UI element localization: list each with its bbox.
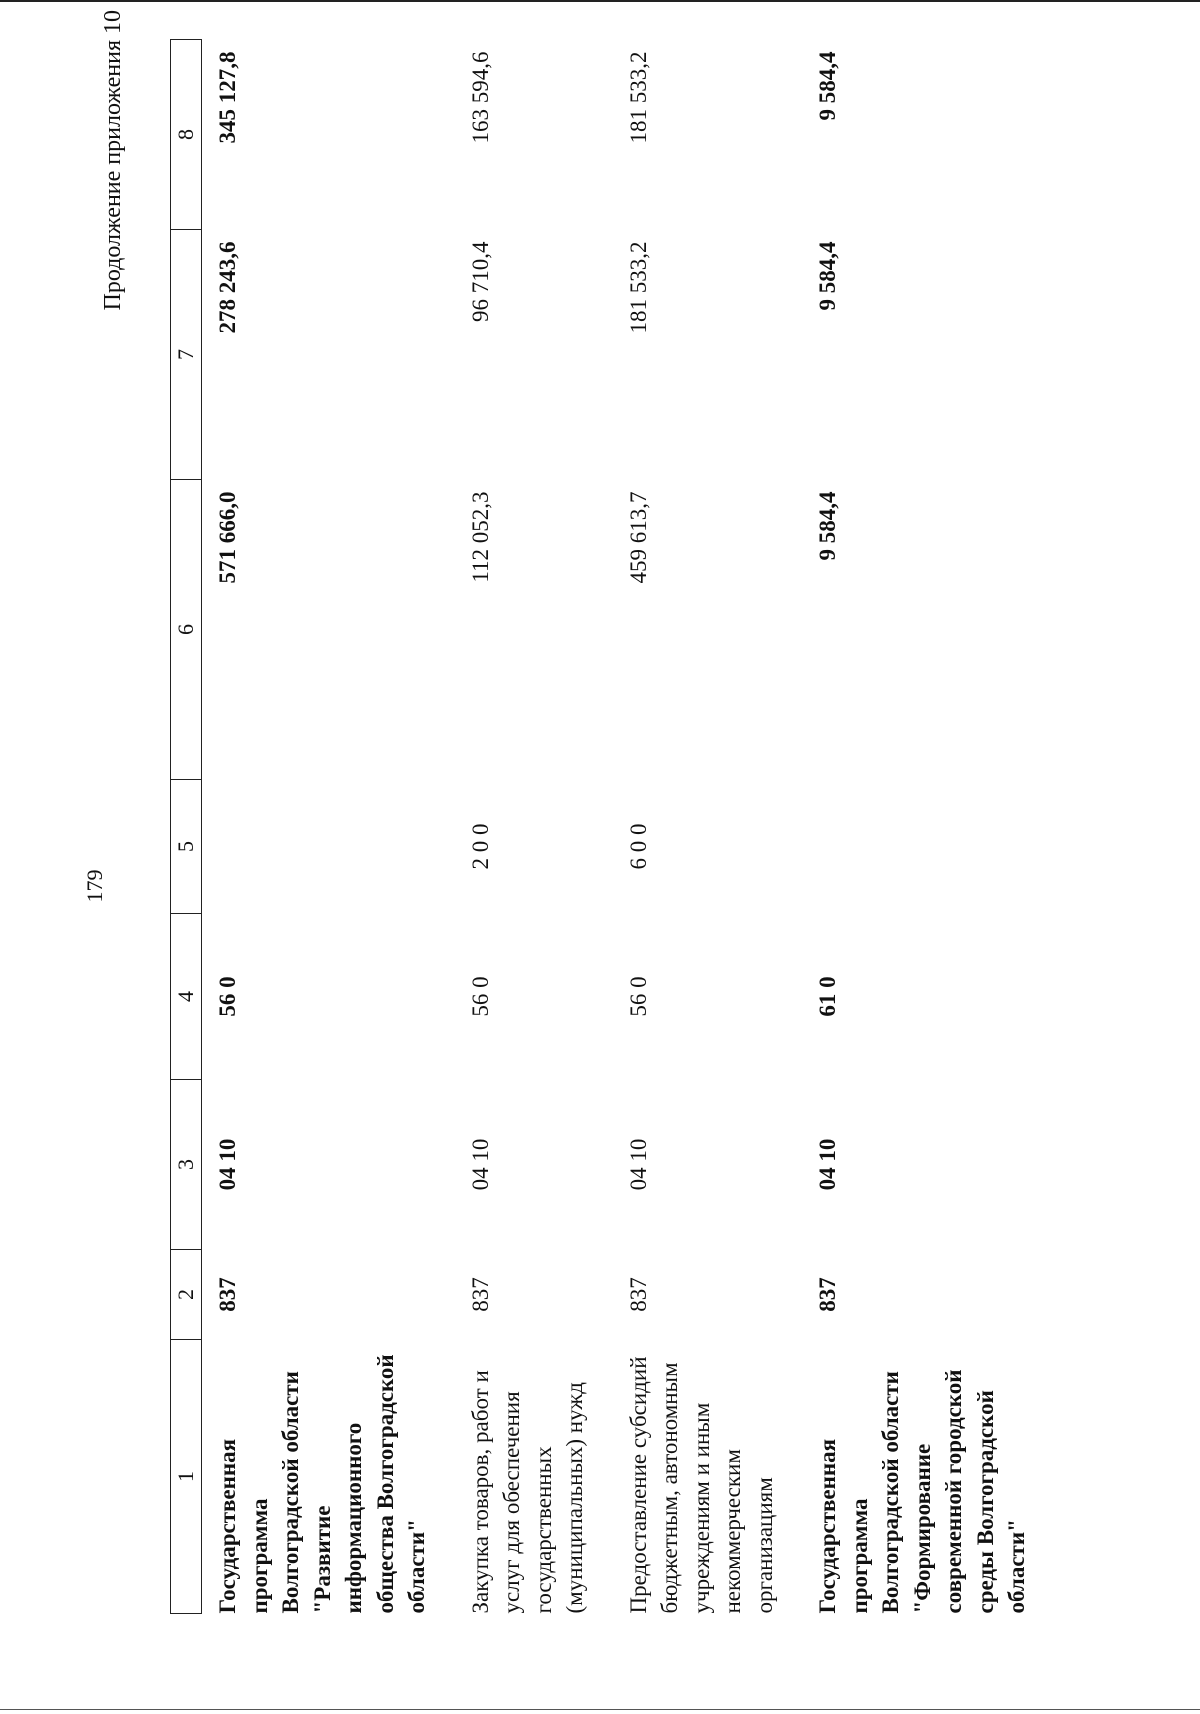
column-header-4: 4 xyxy=(171,914,202,1080)
amount-col-6: 459 613,7 xyxy=(625,491,651,584)
expense-type-code: 6 0 0 xyxy=(625,823,651,870)
row-name: Государственная программа Волгоградской области "Формирование современной городской среды Волгоградской области" xyxy=(815,1369,1029,1614)
row-name: Закупка товаров, работ и услуг для обеспечения государственных (муниципальных) нужд xyxy=(467,1370,587,1614)
amount-col-8: 163 594,6 xyxy=(467,51,493,144)
table-row xyxy=(202,40,455,1614)
amount-col-7: 181 533,2 xyxy=(625,241,651,334)
amount-col-6: 112 052,3 xyxy=(467,491,493,583)
amount-col-7: 96 710,4 xyxy=(467,241,493,322)
expense-type-code xyxy=(202,780,455,914)
column-header-8: 8 xyxy=(171,40,202,230)
amount-col-6: 9 584,4 xyxy=(815,491,840,561)
amount-col-7: 278 243,6 xyxy=(215,241,240,334)
table-row xyxy=(613,40,803,1614)
ministry-code: 837 xyxy=(815,1277,840,1312)
section-code: 04 10 xyxy=(625,1138,651,1191)
section-code: 04 10 xyxy=(215,1138,240,1191)
program-code: 56 0 xyxy=(215,976,240,1017)
table-row xyxy=(802,40,1055,1614)
ministry-code: 837 xyxy=(467,1277,493,1312)
column-header-1: 1 xyxy=(171,1340,202,1614)
row-name: Предоставление субсидий бюджетным, автономным учреждениям и иным некоммерческим организациям xyxy=(625,1356,777,1614)
amount-col-7: 9 584,4 xyxy=(815,241,840,311)
amount-col-8: 345 127,8 xyxy=(215,51,240,144)
column-header-2: 2 xyxy=(171,1250,202,1340)
section-code: 04 10 xyxy=(467,1138,493,1191)
page-number: 179 xyxy=(82,869,107,903)
row-name: Государственная программа Волгоградской области "Развитие информационного общества Волгоградской области" xyxy=(215,1354,429,1614)
column-header-6: 6 xyxy=(171,480,202,780)
column-header-3: 3 xyxy=(171,1080,202,1250)
expense-type-code: 2 0 0 xyxy=(467,823,493,870)
ministry-code: 837 xyxy=(625,1277,651,1312)
column-header-7: 7 xyxy=(171,230,202,480)
column-header-5: 5 xyxy=(171,780,202,914)
section-code: 04 10 xyxy=(815,1138,840,1191)
amount-col-8: 181 533,2 xyxy=(625,51,651,144)
table-row xyxy=(455,40,613,1614)
amount-col-6: 571 666,0 xyxy=(215,491,240,584)
program-code: 56 0 xyxy=(625,976,651,1017)
amount-col-8: 9 584,4 xyxy=(815,51,840,121)
program-code: 56 0 xyxy=(467,976,493,1017)
budget-table xyxy=(170,39,1055,1614)
expense-type-code xyxy=(802,780,1055,914)
program-code: 61 0 xyxy=(815,976,840,1017)
continuation-title: Продолжение приложения 10 xyxy=(100,10,126,311)
ministry-code: 837 xyxy=(215,1277,240,1312)
header-row xyxy=(171,40,202,1614)
